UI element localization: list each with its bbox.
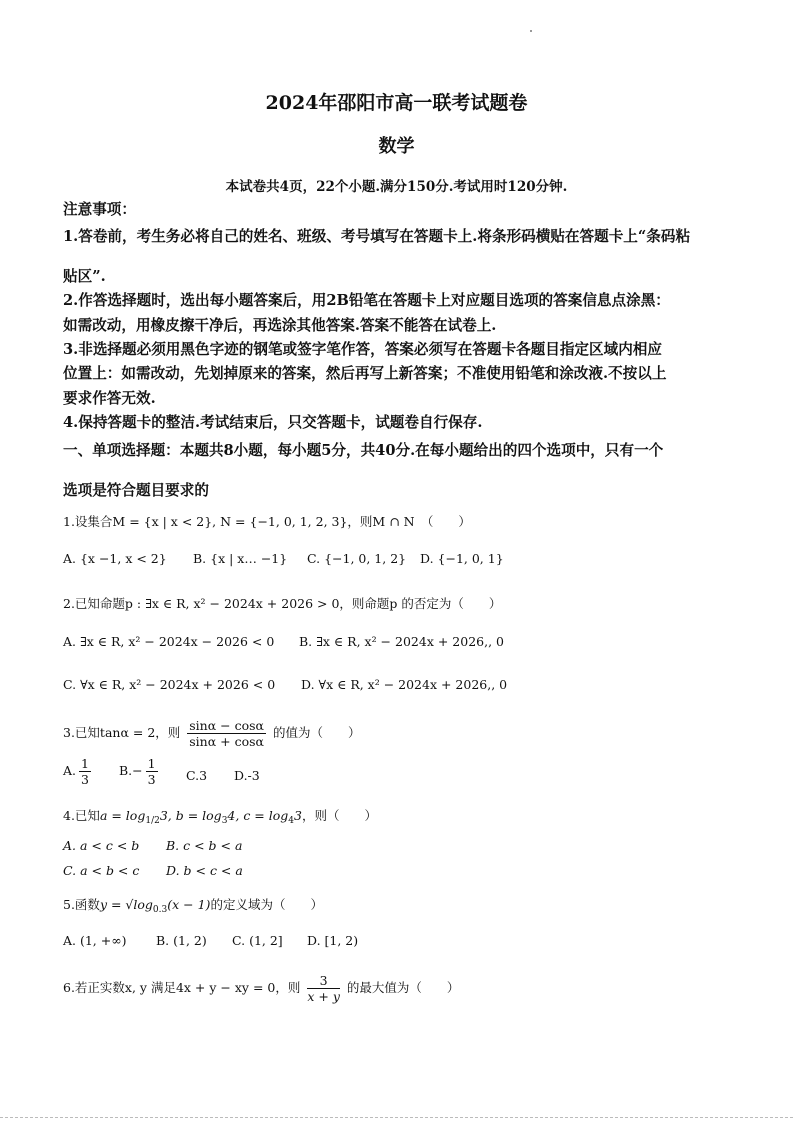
q2-stem: 2.已知命题p : ∃x ∈ R, x² − 2024x + 2026 > 0，则命题p 的否定为（ ）: [63, 596, 502, 611]
q4-stem-prefix: 4.已知: [63, 808, 100, 823]
q3-option-b: [119, 756, 161, 787]
q5-stem-suffix: 的定义域为（ ）: [210, 897, 323, 912]
q3-stem-prefix: 3.已知tanα = 2，则: [63, 725, 181, 740]
q5-expr: y = √log: [99, 897, 153, 912]
q4-expr-b: 3, b = log: [159, 808, 222, 823]
note-3-line-1: 3.非选择题必须用黑色字迹的钢笔或签字笔作答，答案必须写在答题卡各题目指定区域内相应: [63, 341, 662, 358]
q4-stem: [63, 806, 377, 826]
q4-option-b: B. c < b < a: [166, 838, 243, 853]
q3-option-a-fraction: [79, 756, 91, 787]
q3-option-d: D.-3: [234, 768, 260, 783]
q5-option-a: A. (1, +∞): [63, 933, 127, 948]
q3-option-a: [63, 756, 94, 787]
q2-option-b: B. ∃x ∈ R, x² − 2024x + 2026,, 0: [299, 634, 504, 649]
q3-option-b-den: 3: [147, 772, 156, 787]
q1-stem: 1.设集合M = {x | x < 2}, N = {−1, 0, 1, 2, 3}，则M ∩ N （ ）: [63, 514, 471, 529]
q1-option-b: B. {x | x… −1}: [193, 551, 288, 566]
q6-stem: [63, 973, 459, 1004]
q6-fraction-denominator: x + y: [307, 989, 340, 1004]
subject-title: 数学: [378, 136, 415, 157]
q5-option-c: C. (1, 2]: [232, 933, 283, 948]
scan-speck: [530, 30, 532, 32]
q2-option-a: A. ∃x ∈ R, x² − 2024x − 2026 < 0: [63, 634, 275, 649]
note-1-line-2: 贴区”.: [63, 268, 106, 285]
note-3-line-2: 位置上：如需改动，先划掉原来的答案，然后再写上新答案；不准使用铅笔和涂改液.不按以上: [63, 365, 667, 382]
q5-expr-rest: (x − 1): [167, 897, 211, 912]
note-2-line-1: 2.作答选择题时，选出每小题答案后，用2B铅笔在答题卡上对应题目选项的答案信息点涂黑：: [63, 292, 670, 309]
q1-option-c: C. {−1, 0, 1, 2}: [307, 551, 407, 566]
q6-stem-prefix: 6.若正实数x, y 满足4x + y − xy = 0，则: [63, 980, 301, 995]
q4-expr-d: 3: [294, 808, 302, 823]
page-bottom-rule: [0, 1117, 793, 1118]
q2-option-d: D. ∀x ∈ R, x² − 2024x + 2026,, 0: [301, 677, 508, 692]
q3-option-a-den: 3: [81, 772, 89, 787]
section-1-line-2: 选项是符合题目要求的: [63, 482, 209, 499]
q6-stem-suffix: 的最大值为（ ）: [346, 980, 460, 995]
q1-option-a: A. {x −1, x < 2}: [63, 551, 167, 566]
q6-fraction-numerator: 3: [319, 973, 328, 988]
note-1-line-1: 1.答卷前，考生务必将自己的姓名、班级、考号填写在答题卡上.将条形码横贴在答题卡上“条码粘: [63, 228, 691, 245]
q3-fraction-numerator: sinα − cosα: [189, 718, 264, 733]
q3-option-b-label: B.−: [119, 763, 143, 778]
q4-option-a: A. a < c < b: [63, 838, 140, 853]
q3-fraction: [187, 718, 266, 749]
q4-option-d: D. b < c < a: [166, 863, 243, 878]
q4-expr-c: 4, c = log: [227, 808, 289, 823]
q4-base-a: 1/2: [145, 816, 160, 826]
note-2-line-2: 如需改动，用橡皮擦干净后，再选涂其他答案.答案不能答在试卷上.: [63, 317, 497, 334]
q3-stem-suffix: 的值为（ ）: [272, 725, 361, 740]
q3-stem: [63, 718, 360, 749]
q3-fraction-denominator: sinα + cosα: [189, 734, 264, 749]
q4-option-c: C. a < b < c: [63, 863, 140, 878]
q5-stem-prefix: 5.函数: [63, 897, 100, 912]
q3-option-a-label: A.: [63, 763, 77, 778]
q5-stem: [63, 895, 323, 915]
exam-title: 2024年邵阳市高一联考试题卷: [265, 92, 528, 114]
q6-fraction: [307, 973, 340, 1004]
q1-option-d: D. {−1, 0, 1}: [420, 551, 504, 566]
q3-option-a-num: 1: [81, 756, 89, 771]
note-3-line-3: 要求作答无效.: [63, 390, 156, 407]
notes-heading: 注意事项：: [63, 201, 136, 218]
q4-stem-suffix: ，则（ ）: [301, 808, 377, 823]
exam-intro: 本试卷共4页，22个小题.满分150分.考试用时120分钟.: [225, 179, 568, 195]
q5-base: 0.3: [152, 905, 168, 915]
section-1-line-1: 一、单项选择题：本题共8小题，每小题5分，共40分.在每小题给出的四个选项中，只有一个: [63, 442, 664, 459]
q2-option-c: C. ∀x ∈ R, x² − 2024x + 2026 < 0: [63, 677, 276, 692]
q4-base-b: 3: [221, 816, 228, 826]
q3-option-b-fraction: [146, 756, 158, 787]
q3-option-c: C.3: [186, 768, 208, 783]
note-4: 4.保持答题卡的整洁.考试结束后，只交答题卡，试题卷自行保存.: [63, 414, 483, 431]
q5-option-b: B. (1, 2): [156, 933, 207, 948]
q4-expr-a: a = log: [99, 808, 146, 823]
q4-base-c: 4: [288, 816, 295, 826]
q3-option-b-num: 1: [147, 756, 156, 771]
q5-option-d: D. [1, 2): [307, 933, 359, 948]
